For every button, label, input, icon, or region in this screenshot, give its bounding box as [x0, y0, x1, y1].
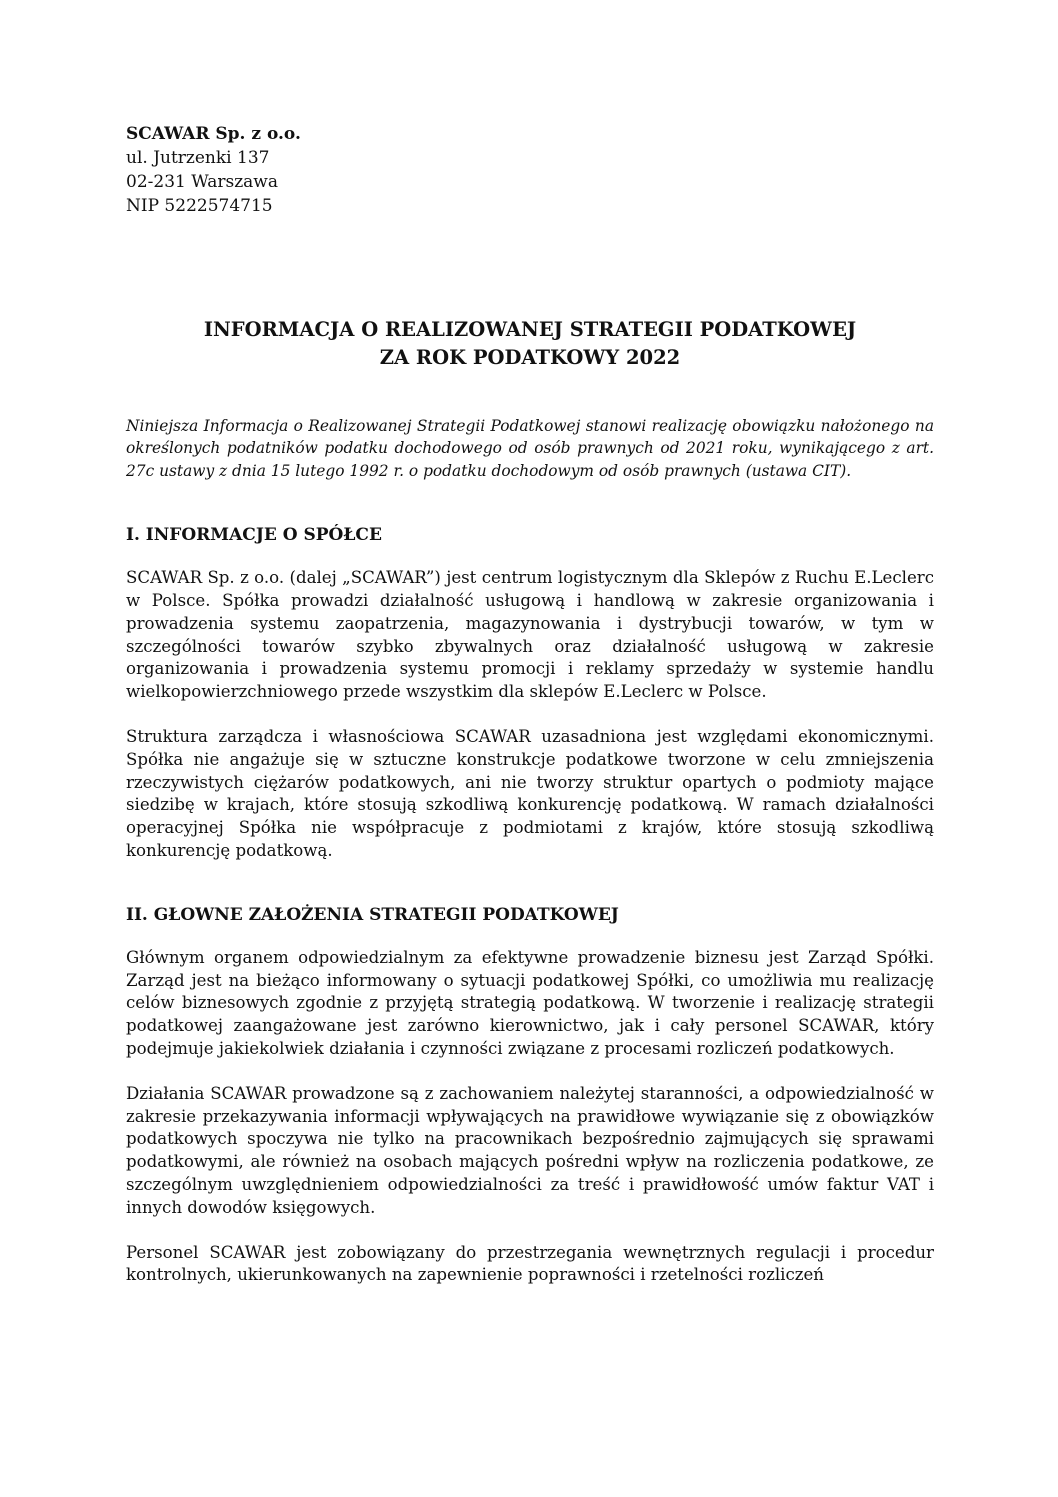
company-city: 02-231 Warszawa — [126, 172, 278, 192]
intro-paragraph: Niniejsza Informacja o Realizowanej Strategii Podatkowej stanowi realizację obowiązku nałożonego na określonych podatników podatku dochodowego od osób prawnych od 2021 roku, wynikającego z art. 27c ustawy z dnia 15 lutego 1992 r. o podatku dochodowym od osób prawnych (ustawa CIT). — [126, 417, 934, 480]
section-2-paragraph-2: Działania SCAWAR prowadzone są z zachowaniem należytej staranności, a odpowiedzialność w zakresie przekazywania informacji wpływających na prawidłowe wywiązanie się z obowiązków podatkowych spoczywa nie tylko na pracownikach bezpośrednio zajmujących się sprawami podatkowymi, ale również na osobach mających pośredni wpływ na rozliczenia podatkowe, ze szczególnym uwzględnieniem odpowiedzialności za treść i prawidłowość umów faktur VAT i innych dowodów księgowych. — [126, 1083, 934, 1217]
document-title-line-2: ZA ROK PODATKOWY 2022 — [379, 346, 681, 369]
section-heading-tax-strategy: II. GŁOWNE ZAŁOŻENIA STRATEGII PODATKOWEJ — [126, 904, 619, 925]
section-1-paragraph-2: Struktura zarządcza i własnościowa SCAWAR uzasadniona jest względami ekonomicznymi. Spółka nie angażuje się w sztuczne konstrukcje podatkowe tworzone w celu zmniejszenia rzeczywistych ciężarów podatkowych, ani nie tworzy struktur opartych o podmioty mające siedzibę w krajach, które stosują szkodliwą konkurencję podatkową. W ramach działalności operacyjnej Spółka nie współpracuje z podmiotami z krajów, które stosują szkodliwą konkurencję podatkową. — [126, 727, 934, 860]
company-nip: NIP 5222574715 — [126, 196, 273, 216]
document-title — [126, 316, 934, 372]
section-2-paragraph-1: Głównym organem odpowiedzialnym za efektywne prowadzenie biznesu jest Zarząd Spółki. Zarząd jest na bieżąco informowany o sytuacji podatkowej Spółki, co umożliwia mu realizację celów biznesowych zgodnie z przyjętą strategią podatkową. W tworzenie i realizację strategii podatkowej zaangażowane jest zarówno kierownictwo, jak i cały personel SCAWAR, który podejmuje jakiekolwiek działania i czynności związane z procesami rozliczeń podatkowych. — [126, 947, 934, 1058]
section-1-paragraph-1: SCAWAR Sp. z o.o. (dalej „SCAWAR”) jest centrum logistycznym dla Sklepów z Ruchu E.Leclerc w Polsce. Spółka prowadzi działalność usługową i handlową w zakresie organizowania i prowadzenia systemu zaopatrzenia, magazynowania i dystrybucji towarów, w tym w szczególności towarów szybko zbywalnych oraz działalność usługową w zakresie organizowania i prowadzenia systemu promocji i reklamy sprzedaży w systemie handlu wielkopowierzchniowego przede wszystkim dla sklepów E.Leclerc w Polsce. — [126, 568, 934, 702]
company-street: ul. Jutrzenki 137 — [126, 148, 270, 168]
section-2-paragraph-3: Personel SCAWAR jest zobowiązany do przestrzegania wewnętrznych regulacji i procedur kontrolnych, ukierunkowanych na zapewnienie poprawności i rzetelności rozliczeń — [126, 1242, 934, 1285]
page-content — [126, 122, 934, 1287]
sender-address-block — [126, 122, 934, 218]
section-heading-company-info: I. INFORMACJE O SPÓŁCE — [126, 525, 382, 546]
company-name: SCAWAR Sp. z o.o. — [126, 124, 301, 144]
document-title-line-1: INFORMACJA O REALIZOWANEJ STRATEGII PODATKOWEJ — [203, 318, 857, 341]
